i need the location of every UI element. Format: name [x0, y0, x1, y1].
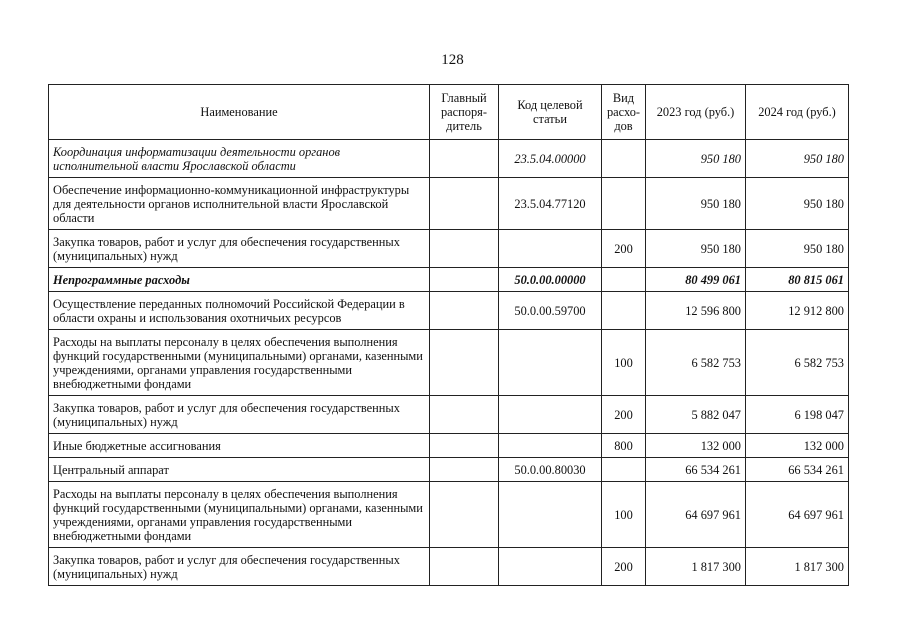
cell-admin — [430, 434, 499, 458]
cell-code: 23.5.04.00000 — [499, 140, 602, 178]
cell-type: 100 — [602, 482, 646, 548]
cell-2023: 950 180 — [646, 230, 746, 268]
cell-2024: 132 000 — [746, 434, 849, 458]
table-row — [49, 178, 849, 230]
cell-type: 200 — [602, 548, 646, 586]
cell-2024: 950 180 — [746, 178, 849, 230]
cell-2024: 64 697 961 — [746, 482, 849, 548]
cell-2024: 66 534 261 — [746, 458, 849, 482]
cell-2024: 6 198 047 — [746, 396, 849, 434]
cell-admin — [430, 178, 499, 230]
cell-type — [602, 268, 646, 292]
cell-admin — [430, 230, 499, 268]
cell-type — [602, 458, 646, 482]
cell-name: Закупка товаров, работ и услуг для обеспечения государственных (муниципальных) нужд — [49, 396, 430, 434]
cell-name: Непрограммные расходы — [49, 268, 430, 292]
cell-type: 100 — [602, 330, 646, 396]
table-row — [49, 482, 849, 548]
cell-type — [602, 140, 646, 178]
cell-code — [499, 230, 602, 268]
cell-2024: 12 912 800 — [746, 292, 849, 330]
cell-name: Расходы на выплаты персоналу в целях обеспечения выполнения функций государственными (муниципальными) органами, казенными учреждениями, органами управления государственными внебюджетными фондами — [49, 482, 430, 548]
cell-name: Закупка товаров, работ и услуг для обеспечения государственных (муниципальных) нужд — [49, 230, 430, 268]
table-row — [49, 292, 849, 330]
cell-name: Иные бюджетные ассигнования — [49, 434, 430, 458]
table-row — [49, 330, 849, 396]
cell-2024: 1 817 300 — [746, 548, 849, 586]
cell-admin — [430, 292, 499, 330]
header-name: Наименование — [49, 85, 430, 140]
cell-2024: 80 815 061 — [746, 268, 849, 292]
cell-code: 50.0.00.59700 — [499, 292, 602, 330]
page-number: 128 — [441, 52, 464, 68]
table-row — [49, 140, 849, 178]
cell-2023: 132 000 — [646, 434, 746, 458]
cell-code — [499, 548, 602, 586]
cell-2024: 950 180 — [746, 230, 849, 268]
cell-code — [499, 482, 602, 548]
cell-code — [499, 330, 602, 396]
cell-2023: 66 534 261 — [646, 458, 746, 482]
table-row — [49, 458, 849, 482]
cell-name: Обеспечение информационно-коммуникационной инфраструктуры для деятельности органов исполнительной власти Ярославской области — [49, 178, 430, 230]
budget-table — [48, 84, 849, 586]
cell-2024: 6 582 753 — [746, 330, 849, 396]
cell-2023: 5 882 047 — [646, 396, 746, 434]
cell-code: 50.0.00.00000 — [499, 268, 602, 292]
cell-2023: 80 499 061 — [646, 268, 746, 292]
cell-type: 200 — [602, 230, 646, 268]
cell-2023: 12 596 800 — [646, 292, 746, 330]
cell-name: Расходы на выплаты персоналу в целях обеспечения выполнения функций государственными (муниципальными) органами, казенными учреждениями, органами управления государственными внебюджетными фондами — [49, 330, 430, 396]
cell-admin — [430, 396, 499, 434]
cell-name: Осуществление переданных полномочий Российской Федерации в области охраны и использования охотничьих ресурсов — [49, 292, 430, 330]
table-row — [49, 396, 849, 434]
cell-2023: 1 817 300 — [646, 548, 746, 586]
cell-2024: 950 180 — [746, 140, 849, 178]
cell-name: Координация информатизации деятельности органов исполнительной власти Ярославской области — [49, 140, 430, 178]
cell-name: Закупка товаров, работ и услуг для обеспечения государственных (муниципальных) нужд — [49, 548, 430, 586]
cell-name: Центральный аппарат — [49, 458, 430, 482]
cell-type: 800 — [602, 434, 646, 458]
cell-2023: 950 180 — [646, 140, 746, 178]
cell-code — [499, 396, 602, 434]
header-type: Вид расхо- дов — [602, 85, 646, 140]
cell-code: 23.5.04.77120 — [499, 178, 602, 230]
table-row — [49, 548, 849, 586]
cell-2023: 64 697 961 — [646, 482, 746, 548]
cell-admin — [430, 268, 499, 292]
cell-type — [602, 178, 646, 230]
header-row — [49, 85, 849, 140]
table-row — [49, 230, 849, 268]
cell-code — [499, 434, 602, 458]
table-row — [49, 268, 849, 292]
cell-admin — [430, 548, 499, 586]
cell-2023: 6 582 753 — [646, 330, 746, 396]
cell-admin — [430, 458, 499, 482]
cell-type — [602, 292, 646, 330]
table-row — [49, 434, 849, 458]
header-code: Код целевой статьи — [499, 85, 602, 140]
cell-type: 200 — [602, 396, 646, 434]
header-2023: 2023 год (руб.) — [646, 85, 746, 140]
cell-admin — [430, 330, 499, 396]
cell-code: 50.0.00.80030 — [499, 458, 602, 482]
cell-2023: 950 180 — [646, 178, 746, 230]
cell-admin — [430, 482, 499, 548]
header-admin: Главный распоря- дитель — [430, 85, 499, 140]
cell-admin — [430, 140, 499, 178]
header-2024: 2024 год (руб.) — [746, 85, 849, 140]
